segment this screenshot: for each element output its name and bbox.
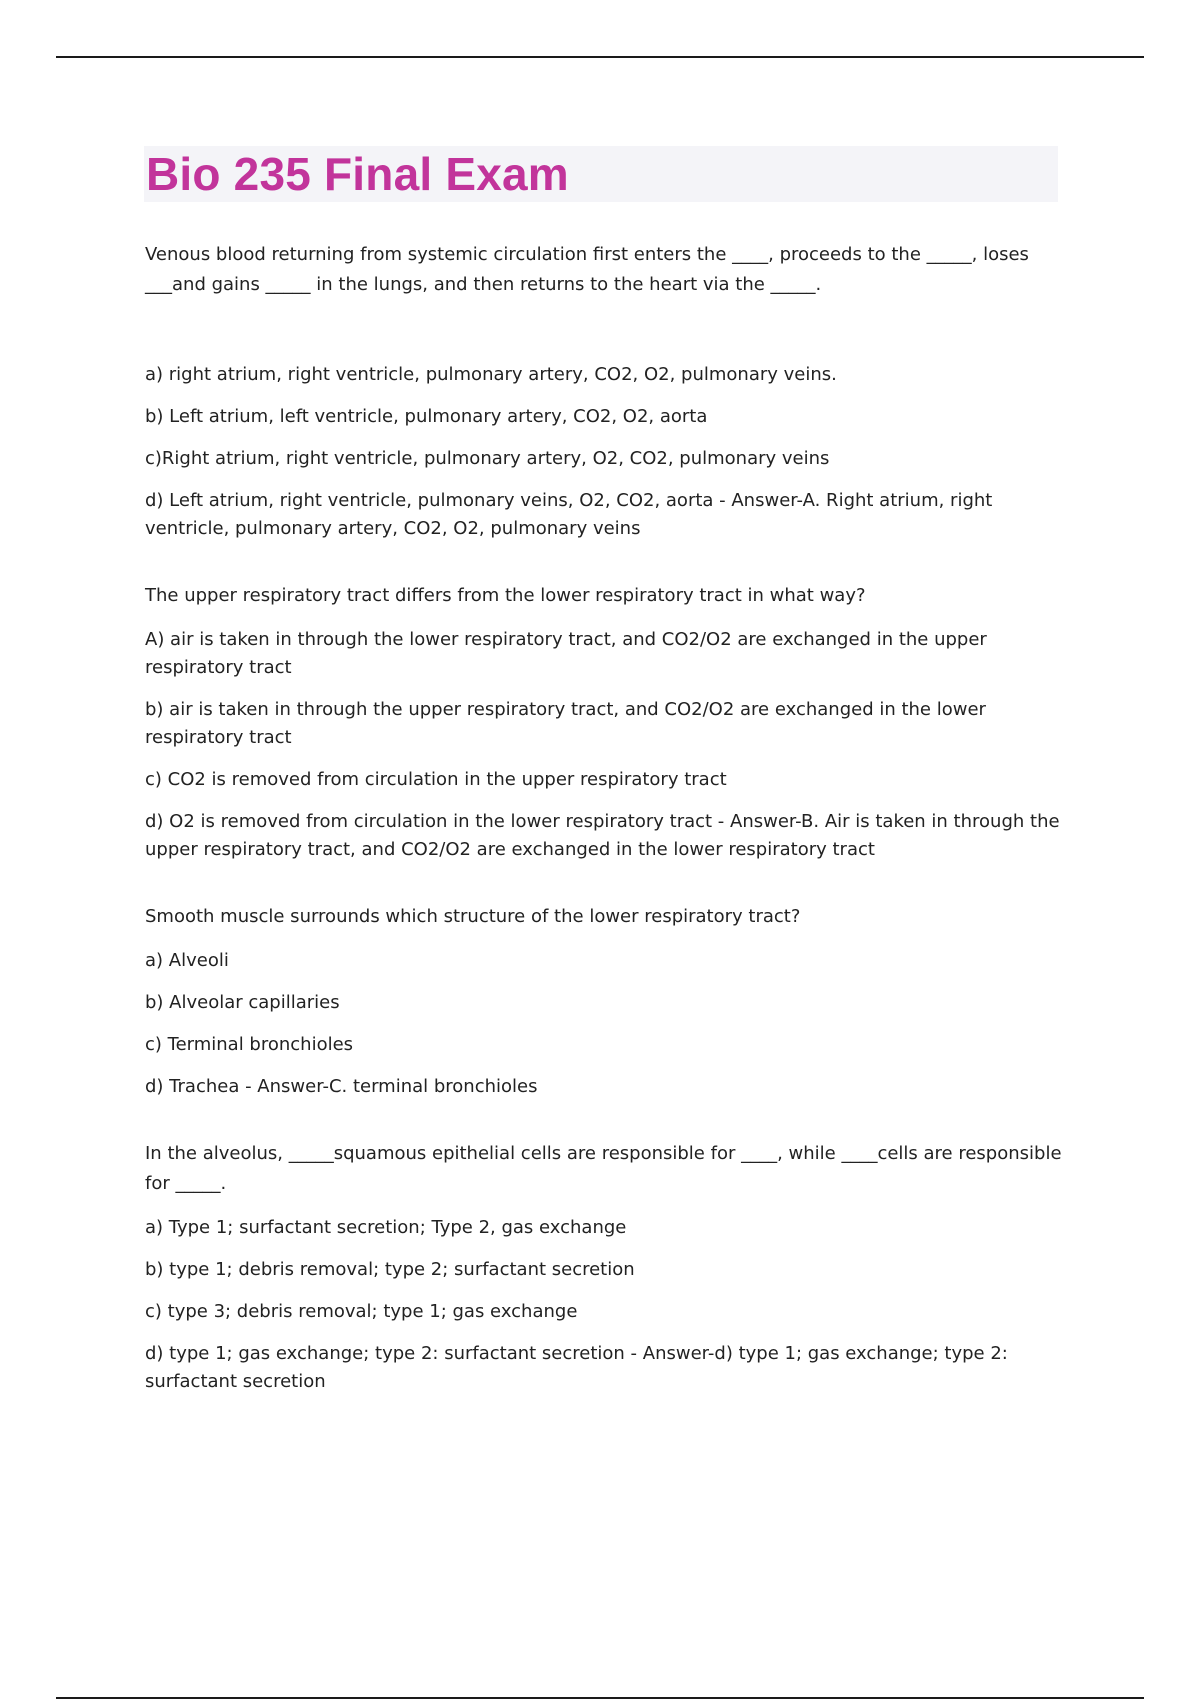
answer-option-a: a) Alveoli	[145, 950, 229, 971]
question-text: Smooth muscle surrounds which structure of the lower respiratory tract?	[145, 906, 801, 927]
answer-option-a: A) air is taken in through the lower respiratory tract, and CO2/O2 are exchanged in the upper respiratory tract	[145, 629, 987, 678]
answer-option-b: b) type 1; debris removal; type 2; surfactant secretion	[145, 1259, 635, 1280]
footer-rule	[56, 1697, 1144, 1699]
question-4	[145, 1139, 1065, 1396]
page-title: Bio 235 Final Exam	[146, 148, 569, 200]
question-text: Venous blood returning from systemic circulation first enters the ____, proceeds to the _____, loses ___and gains _____ in the lungs, and then returns to the heart via the _____.	[145, 244, 1029, 295]
answer-option-b: b) air is taken in through the upper respiratory tract, and CO2/O2 are exchanged in the lower respiratory tract	[145, 699, 986, 748]
answer-option-c: c) CO2 is removed from circulation in the upper respiratory tract	[145, 769, 727, 790]
answer-option-d: d) O2 is removed from circulation in the lower respiratory tract - Answer-B. Air is taken in through the upper respiratory tract, and CO2/O2 are exchanged in the lower respiratory tract	[145, 811, 1060, 860]
answer-option-b: b) Alveolar capillaries	[145, 992, 340, 1013]
answer-option-b: b) Left atrium, left ventricle, pulmonary artery, CO2, O2, aorta	[145, 406, 708, 427]
answer-option-d: d) Left atrium, right ventricle, pulmonary veins, O2, CO2, aorta - Answer-A. Right atrium, right ventricle, pulmonary artery, CO2, O2, pulmonary veins	[145, 490, 993, 539]
question-1	[145, 240, 1065, 543]
answer-option-d: d) Trachea - Answer-C. terminal bronchioles	[145, 1076, 538, 1097]
answer-option-a: a) right atrium, right ventricle, pulmonary artery, CO2, O2, pulmonary veins.	[145, 364, 837, 385]
answer-option-a: a) Type 1; surfactant secretion; Type 2, gas exchange	[145, 1217, 627, 1238]
question-text: The upper respiratory tract differs from the lower respiratory tract in what way?	[145, 585, 866, 606]
answer-option-c: c)Right atrium, right ventricle, pulmonary artery, O2, CO2, pulmonary veins	[145, 448, 830, 469]
question-3	[145, 902, 1065, 1101]
answer-option-d: d) type 1; gas exchange; type 2: surfactant secretion - Answer-d) type 1; gas exchange; type 2: surfactant secretion	[145, 1343, 1008, 1392]
answer-option-c: c) Terminal bronchioles	[145, 1034, 354, 1055]
answer-option-c: c) type 3; debris removal; type 1; gas exchange	[145, 1301, 578, 1322]
header-rule	[56, 56, 1144, 58]
exam-content	[145, 240, 1065, 1434]
question-2	[145, 581, 1065, 864]
question-text: In the alveolus, _____squamous epithelial cells are responsible for ____, while ____cells are responsible for _____.	[145, 1143, 1062, 1194]
